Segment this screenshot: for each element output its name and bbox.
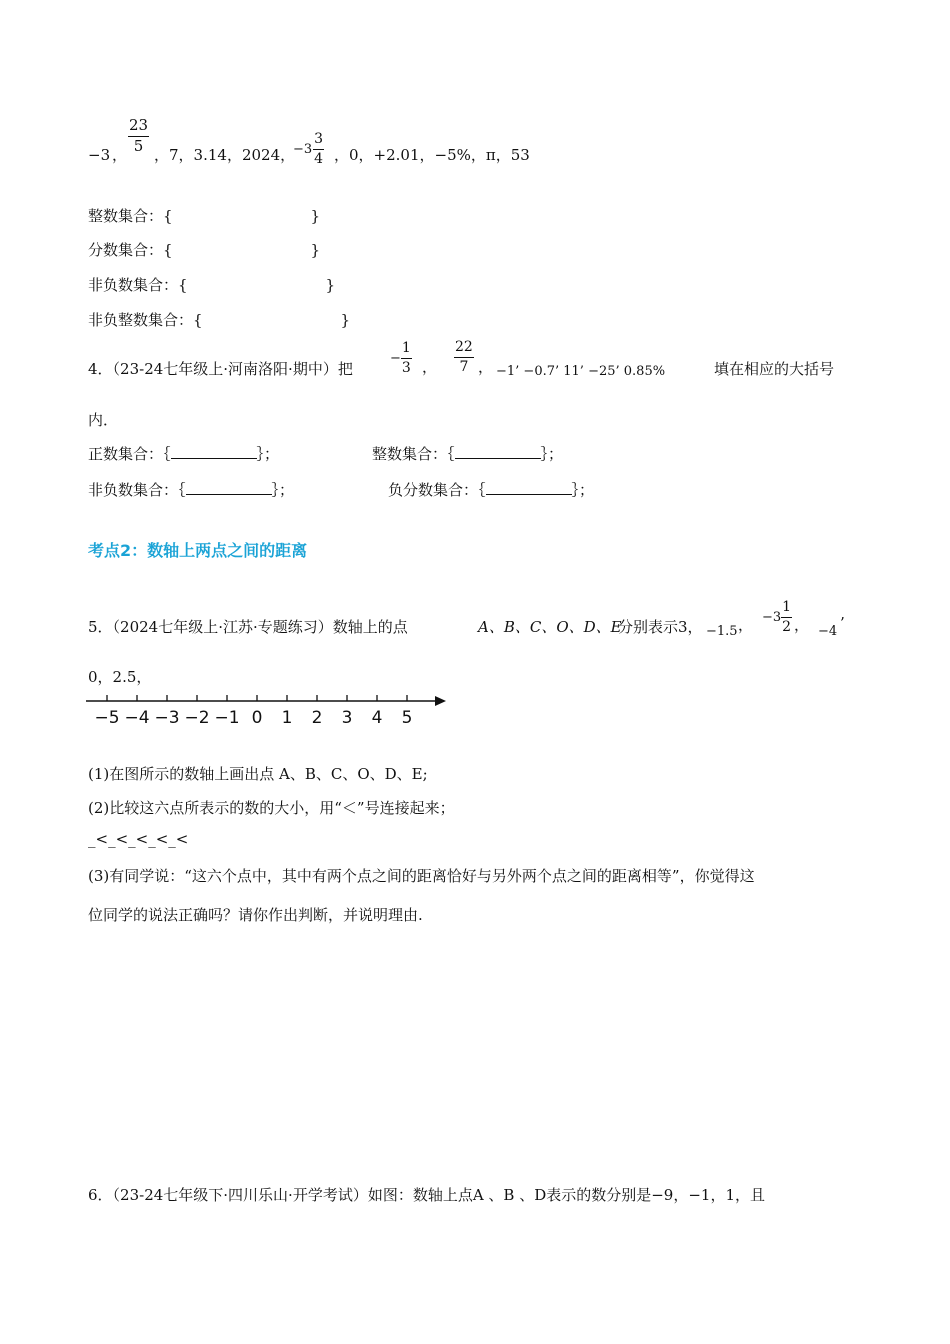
q4-set-integer: 整数集合：｛ ｝； [372,445,564,463]
q3-rest: ，0，+2.01，−5%，π，53 [334,146,530,164]
number-line-label: 1 [281,708,293,728]
number-line-label: −2 [184,708,210,728]
set-fractions: 分数集合：{ } [88,241,321,259]
q5-part2-blanks: _<_<_<_<_< [88,830,189,848]
q5-part3-line2: 位同学的说法正确吗？请你作出判断，并说明理由. [88,906,423,924]
q5-v1: −1.5 [706,624,738,639]
q5-prefix: 5．（2024七年级上·江苏·专题练习）数轴上的点 [88,618,408,636]
q3-fraction-23-5: $\frac{23}{5}$ [129,116,149,155]
set-nonnegative-integers: 非负整数集合：{ } [88,311,351,329]
q4-set-nonnegative: 非负数集合：｛ ｝； [88,481,295,499]
q4-items: −1’ −0.7’ 11’ −25’ 0.85% [496,364,666,379]
q5-points: A、B、C、O、D、E [478,618,622,636]
q4-prefix: 4．（23-24七年级上·河南洛阳·期中）把 [88,360,353,378]
set-nonnegative: 非负数集合：{ } [88,276,336,294]
q5-v3: −4 [818,624,838,639]
number-line-label: 5 [401,708,413,728]
q3-mixed: −3 $\frac{3}{4}$ [293,131,324,167]
number-line-label: −1 [214,708,240,728]
number-line [80,690,460,732]
q4-fraction-22-7: $\frac{22}{7}$ [455,339,473,375]
q4-set-positive: 正数集合：｛ ｝； [88,445,280,463]
q5-cont: 0，2.5， [88,668,152,686]
q5-part3-line1: (3)有同学说：“这六个点中，其中有两个点之间的距离恰好与另外两个点之间的距离相等”，你觉得这 [88,867,755,885]
number-line-label: 2 [311,708,323,728]
number-line-label: 3 [341,708,353,728]
number-line-label: −5 [94,708,120,728]
q5-part1: (1)在图所示的数轴上画出点 A、B、C、O、D、E; [88,765,428,783]
q4-set-negative-fraction: 负分数集合：｛ ｝； [388,481,595,499]
q4-fraction-neg-1-3: − $\frac{1}{3}$ [390,340,411,376]
q4-suffix: 填在相应的大括号 [714,360,835,378]
number-line-label: −4 [124,708,150,728]
number-line-label: −3 [154,708,180,728]
q5-mid: 分别表示3， [618,618,703,636]
q5-mixed: −3 $\frac{1}{2}$ [762,599,792,635]
q3-mid: ，7，3.14，2024， [154,146,296,164]
set-integers: 整数集合：{ } [88,207,321,225]
number-line-arrow [435,696,446,706]
q6-line: 6．（23-24七年级下·四川乐山·开学考试）如图：数轴上点A 、B 、D表示的数分别是−9，−1，1，且 [88,1186,766,1204]
number-line-label: 4 [371,708,383,728]
number-line-label: 0 [251,708,263,728]
q5-part2: (2)比较这六点所表示的数的大小，用“＜”号连接起来； [88,799,455,817]
q4-cont: 内． [88,411,119,429]
q3-n1: −3 [88,146,111,164]
section-heading: 考点2：数轴上两点之间的距离 [88,541,308,560]
